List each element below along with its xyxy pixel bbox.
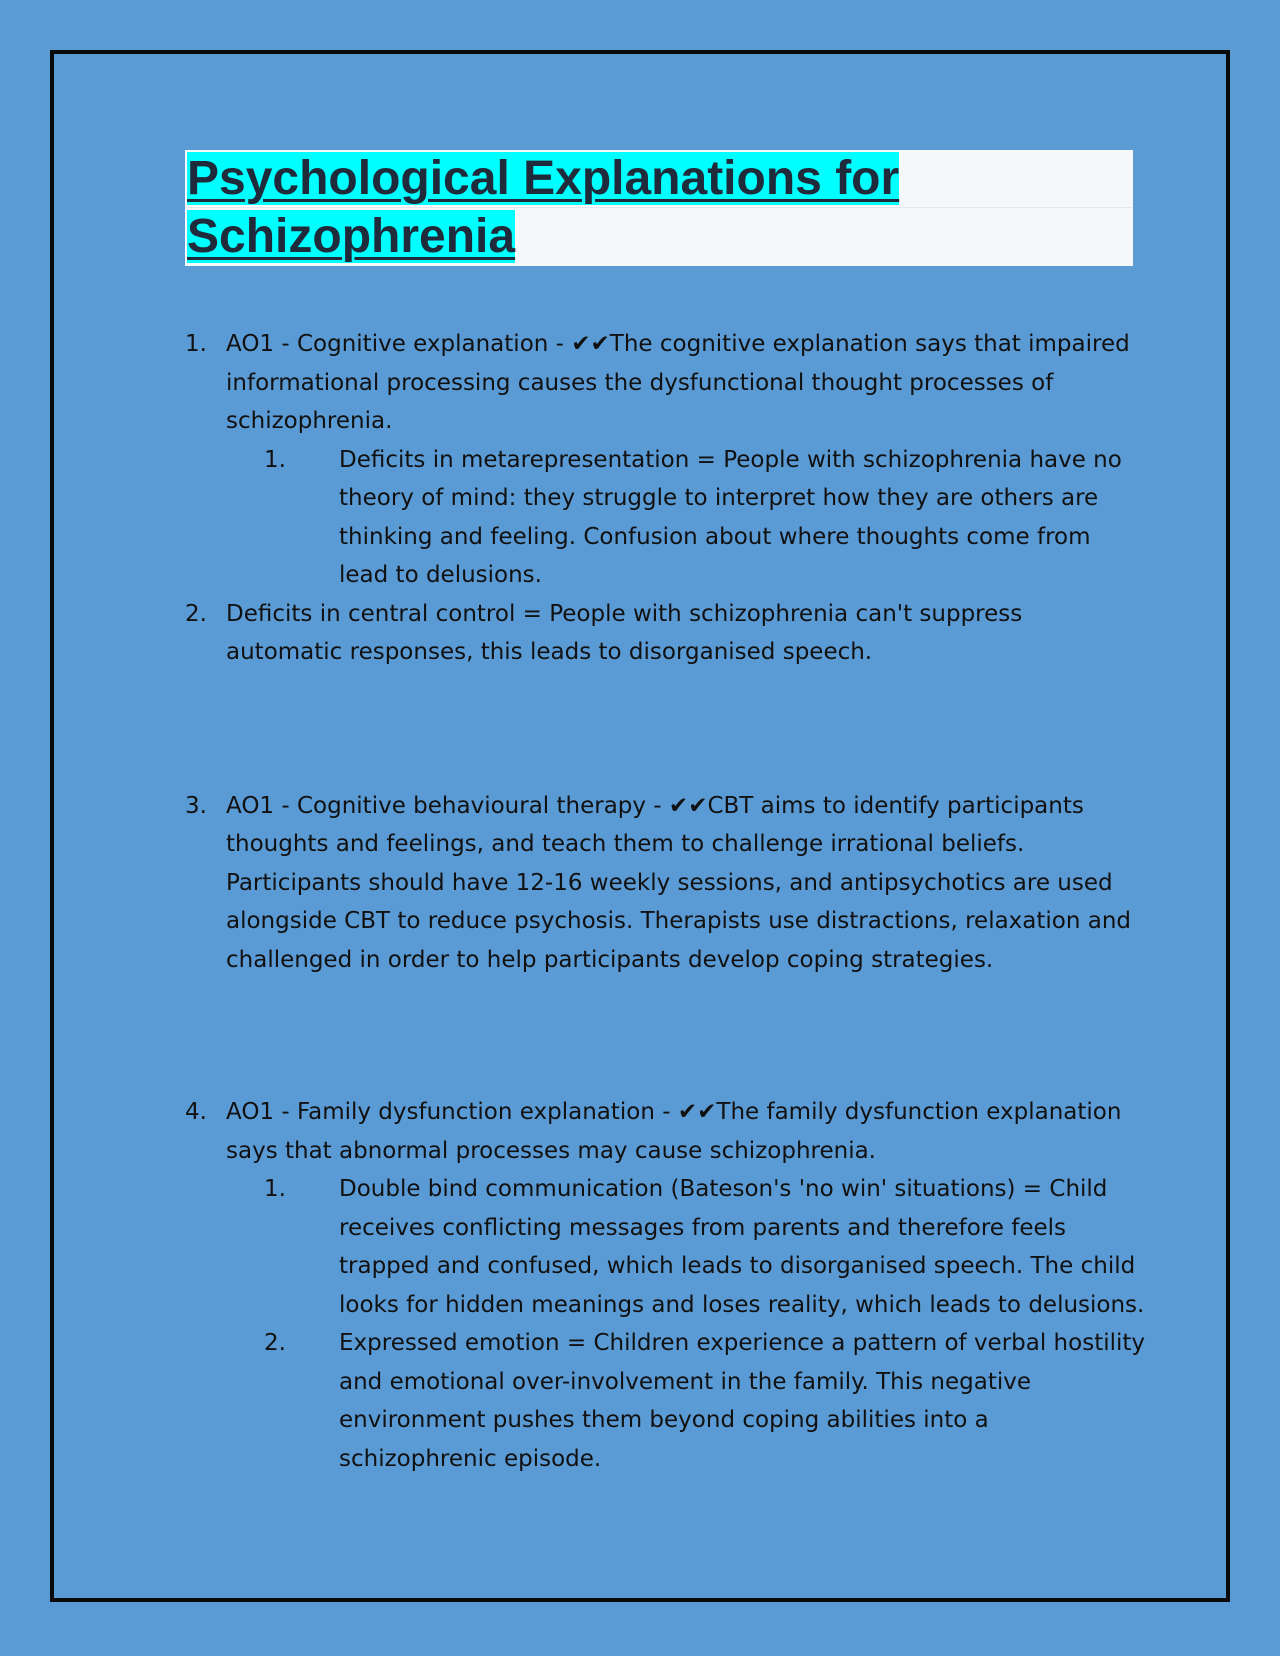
list-number: 2. bbox=[185, 600, 207, 627]
list-item-text: AO1 - Cognitive explanation - ✔✔The cognitive explanation says that impaired informational processing causes the dysfunctional thought processes of schizophrenia. bbox=[226, 331, 1130, 434]
sub-list-item bbox=[185, 1324, 1145, 1478]
list-item-text: AO1 - Cognitive behavioural therapy - ✔✔CBT aims to identify participants thoughts and feelings, and teach them to challenge irrational beliefs. Participants should have 12-16 weekly sessions, and antipsychotics are used alongside CBT to reduce psychosis. Therapists use distractions, relaxation and challenged in order to help participants develop coping strategies. bbox=[226, 792, 1132, 973]
list-number: 4. bbox=[185, 1099, 207, 1125]
paragraph-gap bbox=[185, 979, 1145, 1093]
list-item bbox=[185, 1093, 1145, 1170]
document-body bbox=[185, 325, 1145, 1478]
paragraph-gap bbox=[185, 672, 1145, 787]
list-item-text: Deficits in central control = People with schizophrenia can't suppress automatic responses, this leads to disorganised speech. bbox=[226, 600, 1023, 665]
sub-list-item bbox=[185, 1170, 1145, 1324]
list-item-text: AO1 - Family dysfunction explanation - ✔✔The family dysfunction explanation says that abnormal processes may cause schizophrenia. bbox=[226, 1099, 1122, 1164]
title-line bbox=[187, 150, 899, 208]
list-item bbox=[185, 325, 1145, 441]
list-item-text: Expressed emotion = Children experience a pattern of verbal hostility and emotional over-involvement in the family. This negative environment pushes them beyond coping abilities into a schizophrenic episode. bbox=[339, 1330, 1146, 1472]
title-line-text: Schizophrenia bbox=[187, 210, 516, 263]
list-number: 2. bbox=[264, 1330, 286, 1356]
list-number: 1. bbox=[185, 331, 207, 357]
list-item-text: Double bind communication (Bateson's 'no win' situations) = Child receives conflicting messages from parents and therefore feels trapped and confused, which leads to disorganised speech. The child looks for hidden meanings and loses reality, which leads to delusions. bbox=[339, 1176, 1145, 1318]
title-line-text: Psychological Explanations for bbox=[187, 152, 900, 205]
document-title bbox=[187, 150, 899, 266]
list-number: 1. bbox=[264, 1176, 286, 1202]
sub-list-item bbox=[185, 441, 1145, 595]
list-number: 3. bbox=[185, 792, 207, 819]
title-line bbox=[187, 208, 899, 266]
list-item bbox=[185, 595, 1145, 672]
list-item bbox=[185, 787, 1145, 980]
list-number: 1. bbox=[264, 446, 286, 473]
list-item-text: Deficits in metarepresentation = People with schizophrenia have no theory of mind: they struggle to interpret how they are others are thinking and feeling. Confusion about where thoughts come from lead to delusions. bbox=[339, 446, 1122, 588]
